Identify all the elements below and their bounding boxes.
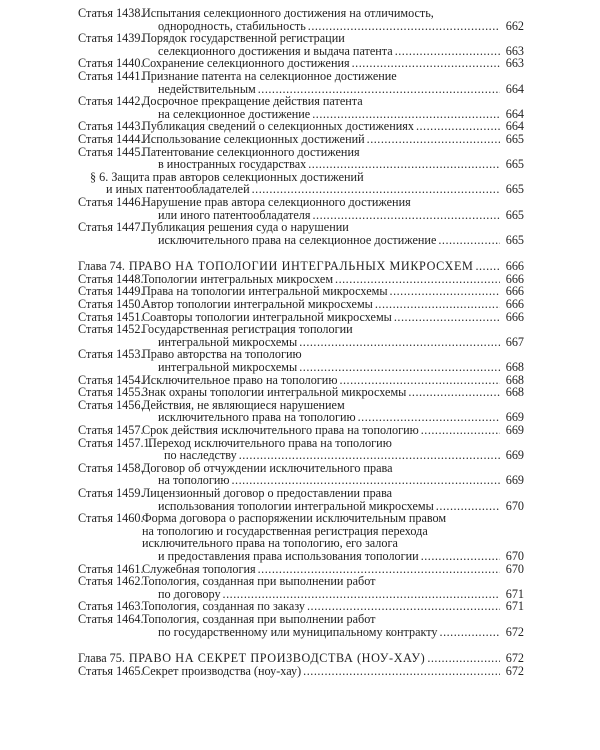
page-number: 665 — [505, 131, 524, 146]
page-number: 671 — [505, 586, 524, 601]
page-number: 665 — [505, 182, 524, 197]
table-of-contents — [78, 7, 524, 677]
toc-entry — [78, 146, 524, 171]
page-number: 666 — [505, 297, 524, 312]
article-label: Статья 1457. — [78, 423, 144, 437]
page-number: 672 — [505, 624, 524, 639]
toc-entry — [78, 613, 524, 638]
article-label: Статья 1464. — [78, 611, 144, 626]
article-title-last: интегральной микросхемы — [158, 360, 298, 375]
page-number: 672 — [505, 651, 524, 666]
toc-entry — [78, 95, 524, 120]
page-number: 670 — [505, 561, 524, 576]
article-label: Статья 1453. — [78, 347, 144, 362]
article-title-line: Публикация решения суда о нарушении — [142, 220, 349, 235]
article-label: Статья 1449. — [78, 284, 144, 299]
article-label: Статья 1444. — [78, 131, 144, 146]
page-number: 664 — [505, 106, 524, 121]
article-title-last: интегральной микросхемы — [158, 334, 298, 349]
article-title-last: Сохранение селекционного достижения — [142, 56, 350, 71]
page-number: 666 — [505, 284, 524, 299]
article-title-last: в иностранных государствах — [158, 157, 307, 172]
dot-leader — [475, 260, 500, 273]
dot-leader — [408, 386, 500, 399]
toc-entry — [78, 221, 524, 246]
article-title-last: Секрет производства (ноу-хау) — [142, 663, 302, 678]
article-title-line: исключительного права на топологию, его залога — [142, 536, 398, 551]
article-title-last: и предоставления права использования топологии — [158, 548, 419, 563]
toc-group-section6-articles — [78, 196, 524, 246]
article-title-line: Досрочное прекращение действия патента — [142, 94, 363, 109]
article-title-last: Исключительное право на топологию — [142, 372, 338, 387]
article-label: Статья 1456. — [78, 397, 144, 412]
article-title-last: Служебная топология — [142, 561, 256, 576]
article-label: Статья 1461. — [78, 561, 144, 576]
article-label: Статья 1440. — [78, 56, 144, 71]
dot-leader — [416, 120, 500, 133]
toc-entry — [78, 133, 524, 146]
dot-leader — [421, 424, 500, 437]
article-label: Статья 1447. — [78, 220, 144, 235]
article-title-last: по наследству — [164, 448, 237, 463]
section-title-line: § 6. Защита прав авторов селекционных достижений — [90, 169, 364, 184]
article-label: Статья 1463. — [78, 599, 144, 614]
article-label: Статья 1445. — [78, 144, 144, 159]
toc-entry — [78, 424, 524, 437]
page-number: 666 — [505, 271, 524, 286]
article-title-last: Использование селекционных достижений — [142, 131, 365, 146]
page-number: 666 — [505, 259, 524, 274]
toc-entry — [78, 386, 524, 399]
page-number: 668 — [505, 385, 524, 400]
page-number: 665 — [505, 157, 524, 172]
dot-leader — [299, 336, 500, 349]
article-label: Статья 1443. — [78, 119, 144, 134]
article-label: Статья 1439. — [78, 31, 144, 46]
article-title-line: Государственная регистрация топологии — [142, 322, 353, 337]
article-label: Статья 1455. — [78, 385, 144, 400]
dot-leader — [438, 234, 500, 247]
page-number: 669 — [505, 410, 524, 425]
article-title-line: Порядок государственной регистрации — [142, 31, 345, 46]
article-label: Статья 1441. — [78, 68, 144, 83]
article-title-last: Знак охраны топологии интегральной микросхемы — [142, 385, 407, 400]
toc-group-chapter74-articles-continued — [78, 462, 524, 638]
page-number: 668 — [505, 372, 524, 387]
article-label: Статья 1451. — [78, 309, 144, 324]
toc-entry — [78, 575, 524, 600]
dot-leader — [299, 361, 500, 374]
article-label: Статья 1454. — [78, 372, 144, 387]
article-label: Статья 1446. — [78, 194, 144, 209]
chapter-label: Глава 75. — [78, 651, 125, 666]
toc-entry — [78, 32, 524, 57]
article-label: Статья 1450. — [78, 297, 144, 312]
article-title-last: Топология, созданная по заказу — [142, 599, 305, 614]
article-title-last: исключительного права на топологию — [158, 410, 356, 425]
article-label: Статья 1457.1. — [78, 435, 153, 450]
page-number: 663 — [505, 56, 524, 71]
toc-entry — [78, 323, 524, 348]
dot-leader — [440, 626, 500, 639]
article-label: Статья 1460. — [78, 511, 144, 526]
page-number: 663 — [505, 43, 524, 58]
article-label: Статья 1462. — [78, 574, 144, 589]
page-number: 670 — [505, 548, 524, 563]
toc-entry — [78, 196, 524, 221]
article-title-last: Права на топологии интегральной микросхемы — [142, 284, 388, 299]
page-number: 662 — [505, 18, 524, 33]
dot-leader — [395, 45, 500, 58]
article-title-last: Срок действия исключительного права на топологию — [142, 423, 419, 437]
toc-group-chapter74-articles — [78, 273, 524, 437]
toc-entry — [78, 7, 524, 32]
toc-entry — [78, 487, 524, 512]
dot-leader — [427, 652, 500, 665]
toc-entry — [78, 348, 524, 373]
article-title-last: однородность, стабильность — [158, 18, 306, 33]
toc-group-chapter73-articles — [78, 7, 524, 171]
page-number: 664 — [505, 119, 524, 134]
dot-leader — [367, 133, 500, 146]
article-title-line: Признание патента на селекционное достижение — [142, 68, 397, 83]
section-title-last: и иных патентообладателей — [106, 182, 250, 197]
chapter-label: Глава 74. — [78, 259, 125, 274]
dot-leader — [394, 311, 500, 324]
article-label: Статья 1448. — [78, 271, 144, 286]
article-title-last: Автор топологии интегральной микросхемы — [142, 297, 373, 312]
dot-leader — [239, 449, 500, 462]
dot-leader — [303, 665, 500, 678]
chapter-title: ПРАВО НА ТОПОЛОГИИ ИНТЕГРАЛЬНЫХ МИКРОСХЕМ — [128, 259, 474, 274]
dot-leader — [308, 158, 500, 171]
article-title-last: исключительного права на селекционное достижение — [158, 232, 437, 247]
page-number: 671 — [505, 599, 524, 614]
article-title-line: Испытания селекционного достижения на отличимость, — [142, 6, 434, 20]
article-title-last: использования топологии интегральной микросхемы — [158, 498, 434, 513]
article-title-last: по договору — [158, 586, 221, 601]
toc-chapter-74 — [78, 260, 524, 273]
article-title-line: Патентование селекционного достижения — [142, 144, 360, 159]
page-number: 665 — [505, 232, 524, 247]
dot-leader — [421, 550, 500, 563]
toc-entry — [78, 399, 524, 424]
article-title-last: на селекционное достижение — [158, 106, 311, 121]
page-number: 669 — [505, 423, 524, 437]
article-label: Статья 1438. — [78, 6, 144, 20]
toc-section-6 — [78, 171, 524, 196]
article-title-line: Договор об отчуждении исключительного права — [142, 460, 393, 475]
page-number: 669 — [505, 448, 524, 463]
article-label: Статья 1459. — [78, 485, 144, 500]
toc-entry-1465 — [78, 665, 524, 678]
article-title-line: Нарушение прав автора селекционного достижения — [142, 194, 411, 209]
article-title-last: или иного патентообладателя — [158, 207, 311, 222]
article-label: Статья 1452. — [78, 322, 144, 337]
toc-chapter-75 — [78, 652, 524, 665]
chapter-title: ПРАВО НА СЕКРЕТ ПРОИЗВОДСТВА (НОУ-ХАУ) — [128, 651, 426, 666]
page-number: 670 — [505, 498, 524, 513]
article-title-line: Право авторства на топологию — [142, 347, 302, 362]
page-number: 672 — [505, 663, 524, 678]
article-title-line: Действия, не являющиеся нарушением — [142, 397, 345, 412]
dot-leader — [390, 285, 500, 298]
article-title-last: на топологию — [158, 473, 230, 488]
toc-entry — [78, 70, 524, 95]
toc-entry-1457-1 — [78, 437, 524, 462]
page-number: 667 — [505, 334, 524, 349]
article-title-last: Соавторы топологии интегральной микросхемы — [142, 309, 392, 324]
toc-entry — [78, 462, 524, 487]
page-number: 664 — [505, 81, 524, 96]
page-number: 666 — [505, 309, 524, 324]
article-title-line: на топологию и государственная регистрация перехода — [142, 523, 428, 538]
article-title-last: Публикация сведений о селекционных достижениях — [142, 119, 414, 134]
article-title-last: Топологии интегральных микросхем — [142, 271, 334, 286]
article-label: Статья 1458. — [78, 460, 144, 475]
article-title-last: селекционного достижения и выдача патента — [158, 43, 393, 58]
article-title-line: Форма договора о распоряжении исключительным правом — [142, 511, 447, 526]
article-label: Статья 1442. — [78, 94, 144, 109]
article-label: Статья 1465. — [78, 663, 144, 678]
page-number: 669 — [505, 473, 524, 488]
page-number: 668 — [505, 360, 524, 375]
article-title-last: недействительным — [158, 81, 256, 96]
article-title-line: Топология, созданная при выполнении работ — [142, 574, 376, 589]
article-title-line: Переход исключительного права на топологию — [148, 435, 392, 450]
article-title-last: по государственному или муниципальному контракту — [158, 624, 438, 639]
toc-entry — [78, 512, 524, 562]
page-number: 665 — [505, 207, 524, 222]
dot-leader — [375, 298, 500, 311]
toc-entry — [78, 298, 524, 311]
article-title-line: Лицензионный договор о предоставлении права — [142, 485, 393, 500]
article-title-line: Топология, созданная при выполнении работ — [142, 611, 376, 626]
